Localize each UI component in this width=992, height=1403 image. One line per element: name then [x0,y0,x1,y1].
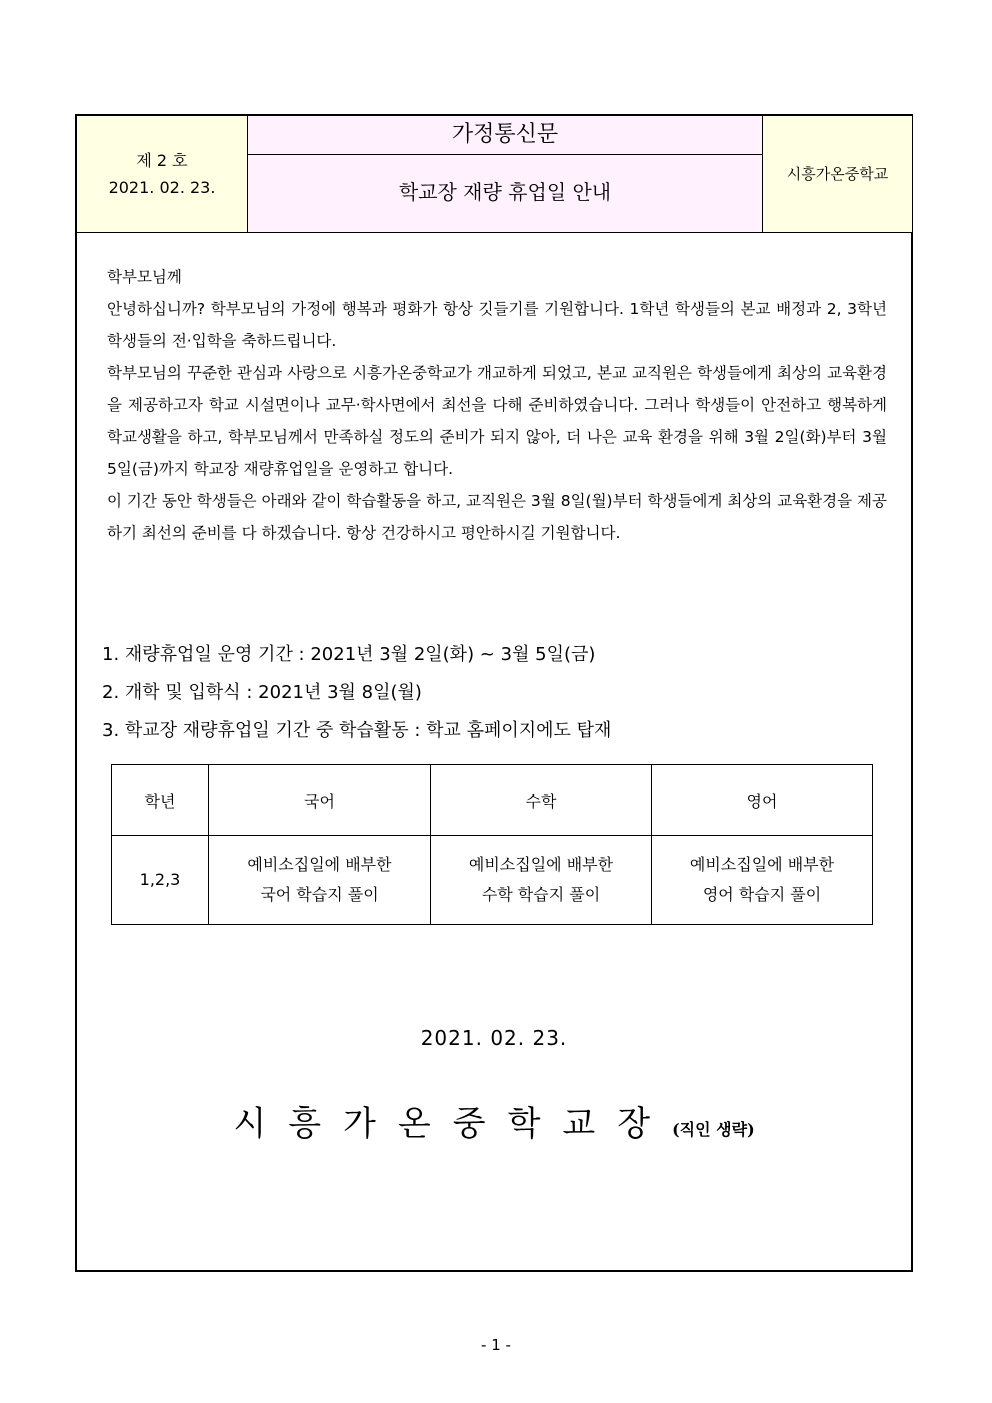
info-list [102,636,892,750]
document-type: 가정통신문 [248,116,762,155]
info-item-opening: 2. 개학 및 입학식 : 2021년 3월 8일(월) [102,682,422,703]
cell-math-line-2: 수학 학습지 풀이 [481,885,601,904]
issue-cell [77,116,248,232]
cell-korean-line-1: 예비소집일에 배부한 [247,855,392,874]
issue-number: 제 2 호 [136,151,188,170]
paragraph-3: 이 기간 동안 학생들은 아래와 같이 학습활동을 하고, 교직원은 3월 8일(월)부터 학생들에게 최상의 교육환경을 제공하기 최선의 준비를 다 하겠습니다. 항상 건강하시고 평안하시길 기원합니다. [107,492,887,542]
cell-korean [209,836,431,925]
header-math: 수학 [431,765,652,836]
paragraph-1: 안녕하십니까? 학부모님의 가정에 행복과 평화가 항상 깃들기를 기원합니다. 1학년 학생들의 본교 배정과 2, 3학년 학생들의 전·입학을 축하드립니다. [107,300,887,350]
cell-math [431,836,652,925]
cell-english [652,836,873,925]
school-name: 시흥가온중학교 [762,116,912,232]
header-grade: 학년 [112,765,209,836]
info-item-activity: 3. 학교장 재량휴업일 기간 중 학습활동 : 학교 홈페이지에도 탑재 [102,720,612,741]
header-table [77,116,911,233]
table-row [112,836,873,925]
document-title: 학교장 재량 휴업일 안내 [398,180,612,204]
cell-english-line-1: 예비소집일에 배부한 [689,855,835,874]
paragraph-2: 학부모님의 꾸준한 관심과 사랑으로 시흥가온중학교가 개교하게 되었고, 본교 교직원은 학생들에게 최상의 교육환경을 제공하고자 학교 시설면이나 교무·학사면에서 최선을 다해 준비하였습니다. 그러나 학생들이 안전하고 행복하게 학교생활을 하고, 학부모님께서 만족하실 정도의 준비가 되지 않아, 더 나은 교육 환경을 위해 3월 2일(화)부터 3월 5일(금)까지 학교장 재량휴업일을 운영하고 합니다. [107,364,887,478]
cell-english-line-2: 영어 학습지 풀이 [702,885,822,904]
cell-korean-line-2: 국어 학습지 풀이 [260,885,379,904]
signature-note: (직인 생략) [672,1120,755,1139]
signature-block [77,1096,911,1145]
signature: 시흥가온중학교장 [233,1104,673,1144]
table-header-row [112,765,873,836]
greeting: 학부모님께 [107,268,182,286]
info-item-period: 1. 재량휴업일 운영 기간 : 2021년 3월 2일(화) ~ 3월 5일(금) [102,644,596,665]
cell-grade: 1,2,3 [112,836,209,925]
header-english: 영어 [652,765,873,836]
activity-table [111,764,873,925]
title-cell [248,116,762,232]
page-number: - 1 - [481,1336,511,1354]
header-korean: 국어 [209,765,431,836]
letter-body [107,261,887,549]
issue-date: 2021. 02. 23. [108,178,216,197]
cell-math-line-1: 예비소집일에 배부한 [468,855,614,874]
document-frame [75,114,913,1272]
footer-date: 2021. 02. 23. [420,1026,568,1050]
